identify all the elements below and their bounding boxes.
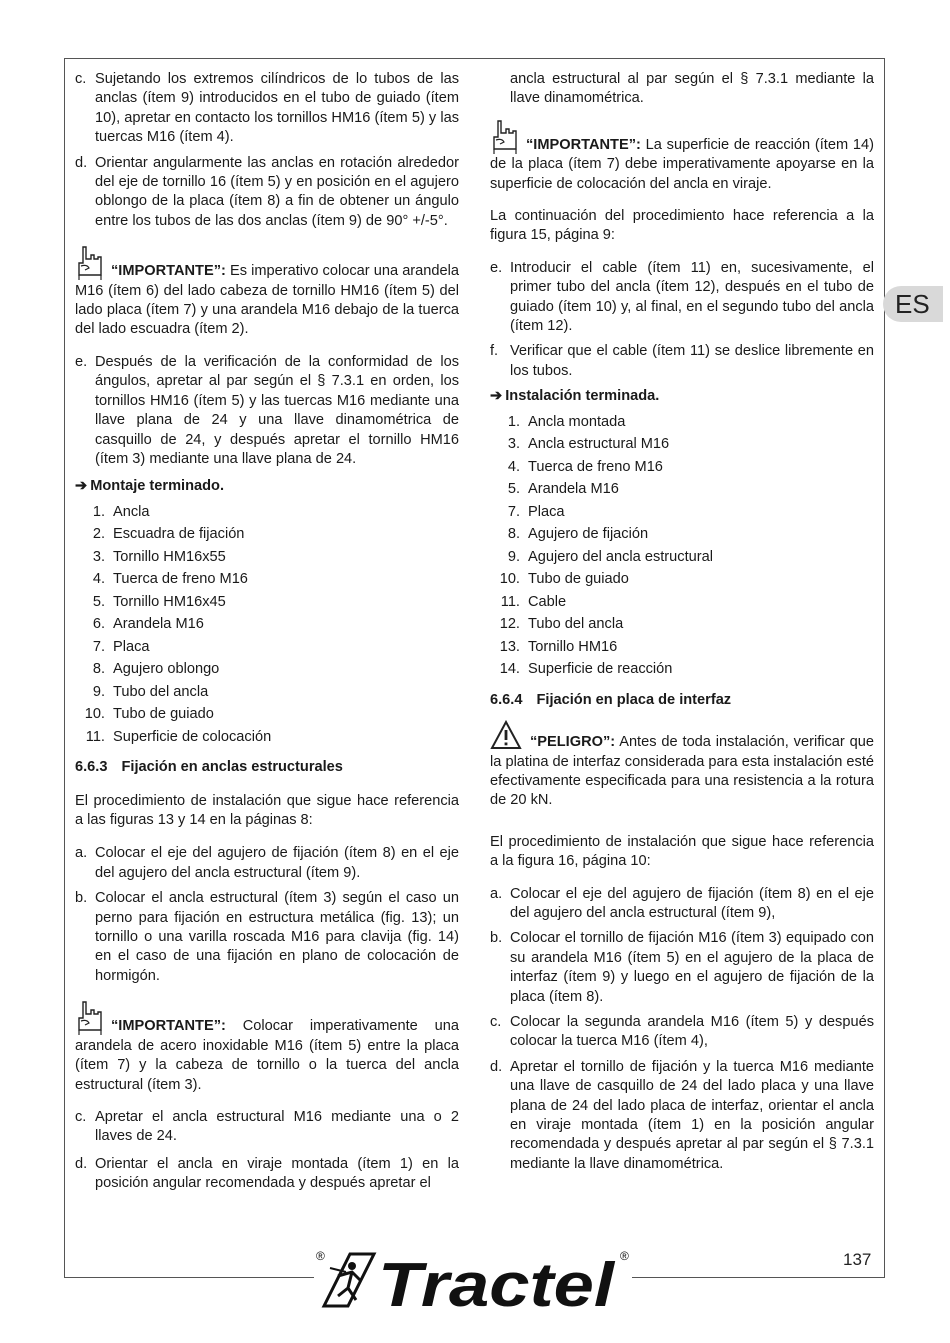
item-number: 8. — [507, 526, 520, 543]
list-item — [490, 411, 874, 434]
step-label: c. — [490, 1013, 502, 1030]
frame-rule-right — [632, 1277, 885, 1278]
list-item — [490, 568, 874, 591]
section-heading-664 — [490, 691, 874, 710]
arrow-right-icon: ➔ — [75, 478, 88, 495]
list-item — [75, 591, 459, 614]
danger-note — [490, 720, 874, 811]
list-item — [490, 523, 874, 546]
danger-text: Antes de toda instalación, verificar que la platina de interfaz considerada para esta instalación esté efectivamente especificada para una resistencia a la rotura de 20 kN. — [490, 734, 874, 809]
step-label: d. — [75, 1155, 88, 1172]
step-text: Colocar la segunda arandela M16 (ítem 5) y después colocar la tuerca M16 (ítem 4), — [510, 1013, 874, 1050]
tractel-logo — [316, 1246, 632, 1310]
item-number: 2. — [92, 526, 105, 543]
step-b — [490, 929, 874, 1007]
registered-mark: ® — [316, 1249, 325, 1263]
step-text: Colocar el eje del agujero de fijación (ítem 8) en el eje del agujero del ancla estructural (ítem 9), — [510, 885, 874, 921]
important-heading: “IMPORTANTE”: — [111, 263, 226, 280]
arrow-right-icon: ➔ — [490, 388, 503, 405]
item-number: 7. — [92, 638, 105, 655]
item-number: 1. — [92, 503, 105, 520]
item-number: 1. — [507, 413, 520, 430]
step-a — [490, 885, 874, 924]
section-number: 6.6.3 — [75, 759, 108, 776]
list-item — [490, 478, 874, 501]
list-item — [490, 591, 874, 614]
item-number: 5. — [92, 593, 105, 610]
list-item — [490, 613, 874, 636]
list-item — [75, 658, 459, 681]
list-item — [75, 523, 459, 546]
step-label: e. — [75, 353, 88, 370]
step-label: c. — [75, 1108, 87, 1125]
step-text: Orientar angularmente las anclas en rotación alrededor del eje de tornillo 16 (ítem 5) y en posición en el agujero oblongo de la placa (ítem 8) a fin de obtener un ángulo entre los tubos de las dos anclas (ítem 9) de 90° +/-5°. — [95, 154, 459, 229]
step-label: c. — [75, 71, 87, 87]
item-text: Agujero de fijación — [528, 526, 649, 543]
list-item — [75, 568, 459, 591]
item-text: Superficie de reacción — [528, 661, 673, 678]
item-text: Escuadra de fijación — [113, 526, 245, 543]
step-text: Colocar el ancla estructural (ítem 3) según el caso un perno para fijación en estructura metálica (fig. 13); un tornillo o una varilla roscada M16 para clavija (fig. 14) en el caso de una fijación en plano de colocación de hormigón. — [95, 890, 459, 984]
step-e — [490, 259, 874, 337]
item-number: 12. — [499, 616, 520, 633]
danger-heading: “PELIGRO”: — [530, 734, 616, 751]
item-text: Tornillo HM16 — [528, 638, 618, 655]
list-item — [75, 681, 459, 704]
item-text: Tubo de guiado — [528, 571, 629, 588]
item-text: Superficie de colocación — [113, 728, 272, 745]
important-text: La superficie de reacción (ítem 14) de la placa (ítem 7) debe imperativamente apoyarse en la superficie de colocación del ancla en viraje. — [490, 136, 874, 192]
item-text: Ancla montada — [528, 413, 626, 430]
item-text: Tubo de guiado — [113, 706, 214, 723]
step-b — [75, 889, 459, 986]
parts-list — [490, 411, 874, 681]
item-number: 9. — [92, 683, 105, 700]
item-number: 4. — [92, 571, 105, 588]
item-number: 7. — [507, 503, 520, 520]
step-c — [75, 1108, 459, 1147]
list-item — [75, 703, 459, 726]
figure-16-intro: El procedimiento de instalación que sigue hace referencia a la figura 16, página 10: — [490, 833, 874, 870]
section-title: Fijación en placa de interfaz — [536, 691, 732, 708]
list-item — [75, 613, 459, 636]
item-text: Tuerca de freno M16 — [528, 458, 663, 475]
step-e — [75, 353, 459, 469]
item-number: 10. — [499, 571, 520, 588]
item-number: 14. — [499, 661, 520, 678]
list-item — [75, 636, 459, 659]
step-d — [490, 1058, 874, 1174]
step-label: b. — [490, 930, 503, 947]
item-text: Tornillo HM16x55 — [113, 548, 226, 565]
item-number: 6. — [92, 616, 105, 633]
pointing-hand-icon — [75, 245, 105, 281]
list-item — [75, 501, 459, 524]
done-text: Montaje terminado. — [90, 478, 225, 495]
step-label: a. — [75, 845, 88, 862]
list-item — [75, 546, 459, 569]
step-label: b. — [75, 890, 88, 907]
item-number: 3. — [507, 436, 520, 453]
item-text: Tubo del ancla — [113, 683, 209, 700]
done-text: Instalación terminada. — [505, 388, 660, 405]
item-text: Cable — [528, 593, 567, 610]
step-label: d. — [75, 154, 88, 171]
step-text: Apretar el ancla estructural M16 mediante una o 2 llaves de 24. — [95, 1108, 459, 1145]
installation-complete — [490, 387, 874, 406]
item-text: Ancla — [113, 503, 150, 520]
important-text: Es imperativo colocar una arandela M16 (ítem 6) del lado cabeza de tornillo HM16 (ítem 5) del lado placa (ítem 7) y una arandela M16 debajo de la tuerca del lado escuadra (ítem 2). — [75, 263, 459, 338]
list-item — [490, 546, 874, 569]
item-number: 13. — [499, 638, 520, 655]
step-text: Sujetando los extremos cilíndricos de lo tubos de las anclas (ítem 9) introducidos en el tubo de guiado (ítem 10), apretar en contacto los tornillos HM16 (ítem 5) y las tuercas M16 (ítem 4). — [95, 71, 459, 146]
list-item — [490, 456, 874, 479]
item-text: Placa — [528, 503, 565, 520]
item-text: Agujero oblongo — [113, 661, 220, 678]
assembly-complete — [75, 477, 459, 496]
important-heading: “IMPORTANTE”: — [526, 136, 641, 153]
step-text: Colocar el tornillo de fijación M16 (ítem 3) equipado con su arandela M16 (ítem 5) en el agujero de la placa de interfaz (ítem 9) y luego en el agujero de fijación de la placa (ítem 8). — [510, 930, 874, 1005]
list-item — [490, 433, 874, 456]
step-d — [75, 154, 459, 232]
page-number: 137 — [843, 1250, 872, 1269]
item-text: Ancla estructural M16 — [528, 436, 670, 453]
item-text: Arandela M16 — [113, 616, 204, 633]
item-text: Placa — [113, 638, 150, 655]
language-tab: ES — [883, 286, 943, 322]
item-text: Agujero del ancla estructural — [528, 548, 713, 565]
important-text: Colocar imperativamente una arandela de acero inoxidable M16 (ítem 5) entre la placa (ítem 7) y la cabeza de tornillo o la tuerca del ancla estructural (ítem 3). — [75, 1018, 459, 1093]
item-number: 9. — [507, 548, 520, 565]
item-number: 11. — [85, 728, 105, 745]
step-text: Introducir el cable (ítem 11) en, sucesivamente, el primer tubo del ancla (ítem 12), después en el tubo de guiado (ítem 10) y, al final, en el segundo tubo del ancla (ítem 12). — [510, 259, 874, 335]
important-note — [75, 1000, 459, 1095]
step-label: a. — [490, 885, 503, 902]
list-item — [490, 501, 874, 524]
step-f — [490, 342, 874, 381]
step-label: f. — [490, 343, 499, 360]
step-text: Apretar el tornillo de fijación y la tuerca M16 mediante una llave de casquillo de 24 del lado placa y una llave plana de 24 del lado placa de interfaz, orientar el ancla en viraje montada (ítem 1) en la posición angular recomendada y después apretar al par según el § 7.3.1 mediante la llave dinamométrica. — [510, 1058, 874, 1172]
left-column — [75, 70, 459, 1200]
item-number: 4. — [507, 458, 520, 475]
step-c — [75, 70, 459, 148]
step-label: e. — [490, 259, 503, 276]
right-column — [490, 70, 874, 1180]
item-number: 10. — [84, 706, 105, 723]
warning-triangle-icon — [490, 720, 522, 750]
section-title: Fijación en anclas estructurales — [121, 759, 343, 776]
list-item — [490, 636, 874, 659]
section-heading-663 — [75, 758, 459, 777]
pointing-hand-icon — [490, 119, 520, 155]
item-text: Tuerca de freno M16 — [113, 571, 248, 588]
item-number: 11. — [500, 593, 520, 610]
step-label: d. — [490, 1058, 503, 1075]
item-text: Tornillo HM16x45 — [113, 593, 226, 610]
item-number: 5. — [507, 481, 520, 498]
item-number: 8. — [92, 661, 105, 678]
important-note — [75, 245, 459, 340]
climber-logo-icon — [324, 1254, 374, 1306]
important-heading: “IMPORTANTE”: — [111, 1018, 226, 1035]
brand-wordmark: Tractel — [378, 1251, 617, 1310]
step-a — [75, 844, 459, 883]
step-text: Después de la verificación de la conformidad de los ángulos, apretar al par según el § 7.3.1 en orden, los tornillos HM16 (ítem 5) y las tuercas M16 mediante una llave plana de 24 y una llave dinamométrica de casquillo de 24, y después apretar el tornillo HM16 (ítem 3) mediante una llave plana de 24. — [95, 353, 459, 467]
frame-rule-left — [64, 1277, 314, 1278]
registered-mark: ® — [620, 1249, 629, 1263]
list-item — [490, 658, 874, 681]
section-number: 6.6.4 — [490, 691, 523, 708]
parts-list — [75, 501, 459, 749]
item-text: Tubo del ancla — [528, 616, 624, 633]
step-text: Colocar el eje del agujero de fijación (ítem 8) en el eje del agujero del ancla estructural (ítem 9). — [95, 845, 459, 881]
step-text: Orientar el ancla en viraje montada (ítem 1) en la posición angular recomendada y después apretar el — [95, 1155, 459, 1192]
section-intro: El procedimiento de instalación que sigue hace referencia a las figuras 13 y 14 en la páginas 8: — [75, 792, 459, 829]
item-number: 3. — [92, 548, 105, 565]
pointing-hand-icon — [75, 1000, 105, 1036]
continued-text: ancla estructural al par según el § 7.3.1 mediante la llave dinamométrica. — [510, 71, 874, 107]
item-text: Arandela M16 — [528, 481, 619, 498]
step-text: Verificar que el cable (ítem 11) se deslice libremente en los tubos. — [510, 343, 874, 379]
step-c — [490, 1013, 874, 1052]
important-note — [490, 119, 874, 194]
figure-15-intro: La continuación del procedimiento hace referencia a la figura 15, página 9: — [490, 208, 874, 244]
list-item — [75, 726, 459, 749]
step-d — [75, 1155, 459, 1194]
